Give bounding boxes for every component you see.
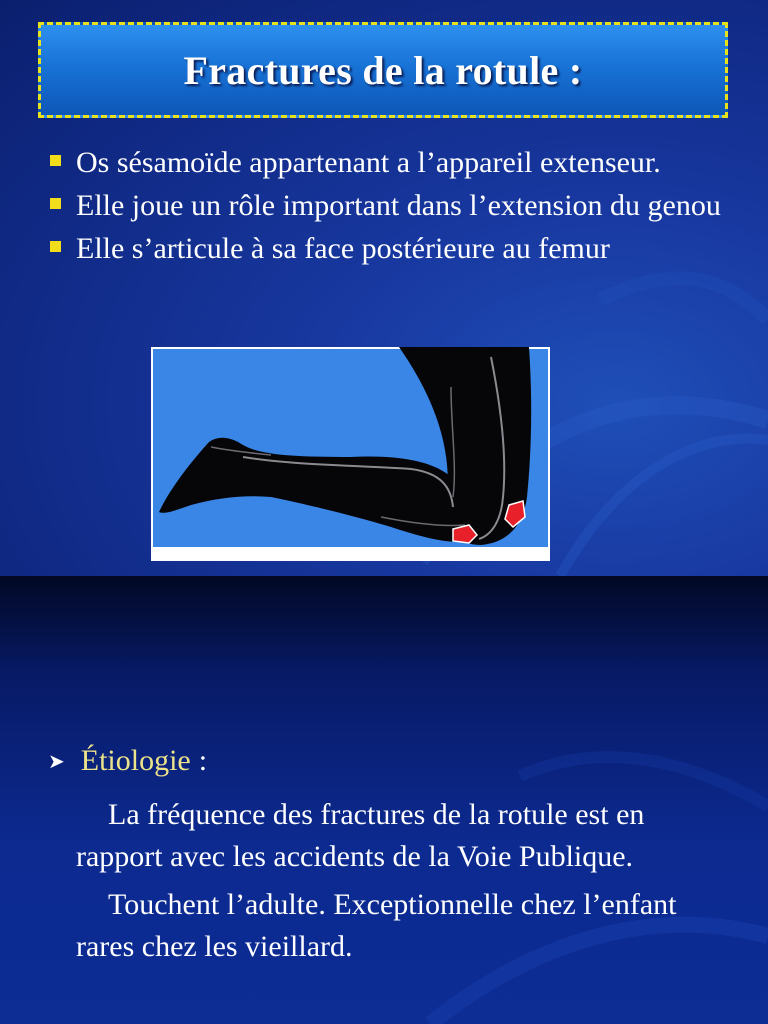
etiology-paragraph: Touchent l’adulte. Exceptionnelle chez l’enfant rares chez les vieillard. bbox=[76, 888, 677, 963]
arrowhead-bullet-icon: ➤ bbox=[48, 750, 65, 773]
bullet-item bbox=[46, 185, 736, 226]
slide-title: Fractures de la rotule : bbox=[183, 47, 583, 93]
square-bullet-icon bbox=[50, 241, 61, 252]
square-bullet-icon bbox=[50, 155, 61, 166]
bullet-text: Os sésamoïde appartenant a l’appareil extenseur. bbox=[76, 146, 661, 179]
bullet-text: Elle s’articule à sa face postérieure au femur bbox=[76, 232, 610, 265]
etiology-paragraph: La fréquence des fractures de la rotule est en rapport avec les accidents de la Voie Publique. bbox=[76, 798, 645, 873]
etiology-heading bbox=[48, 744, 207, 778]
title-box bbox=[38, 22, 728, 118]
etiology-colon: : bbox=[198, 744, 208, 777]
bullet-item bbox=[46, 142, 736, 183]
etiology-label: Étiologie bbox=[80, 744, 191, 777]
bullet-item bbox=[46, 228, 736, 269]
square-bullet-icon bbox=[50, 198, 61, 209]
bullet-text: Elle joue un rôle important dans l’extension du genou bbox=[76, 189, 721, 222]
bullet-list bbox=[46, 142, 736, 271]
knee-illustration bbox=[151, 347, 550, 561]
